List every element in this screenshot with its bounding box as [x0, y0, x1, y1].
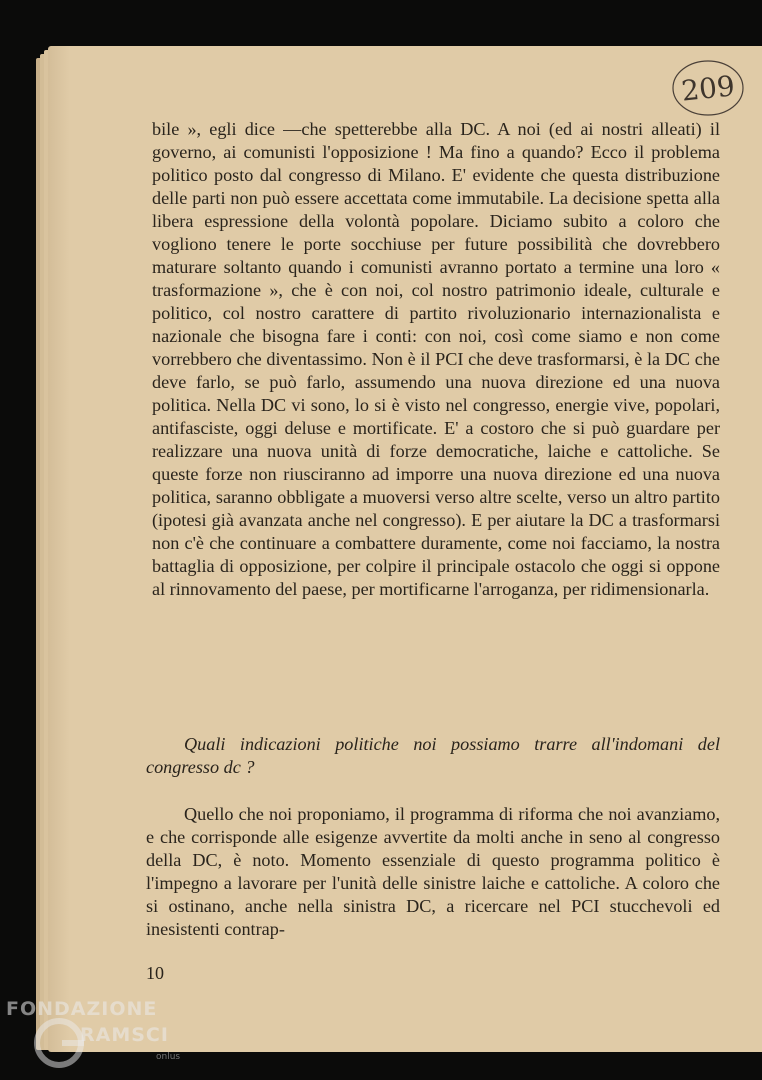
paragraph-text: Quello che noi proponiamo, il programma di riforma che noi avanziamo, e che corrisponde alle esigenze avvertite da molti anche in seno al congresso della DC, è noto. Momento essenziale di questo programma politico è l'impegno a lavorare per l'unità delle sinistre laiche e cattoliche. A coloro che si ostinano, anche nella sinistra DC, a ricercare nel PCI stucchevoli ed inesistenti contrap- — [146, 804, 720, 939]
body-paragraph — [146, 803, 720, 941]
watermark-g-logo — [32, 1016, 86, 1070]
handwritten-folio-number — [668, 56, 746, 118]
watermark-line2: RAMSCI — [80, 1024, 169, 1046]
page-number: 10 — [146, 963, 164, 983]
watermark-line1: FONDAZIONE — [6, 998, 158, 1020]
section-question — [146, 733, 720, 779]
watermark-suffix: onlus — [156, 1052, 181, 1062]
folio-text: 209 — [679, 69, 737, 108]
paragraph-text: bile », egli dice —che spetterebbe alla DC. A noi (ed ai nostri alleati) il governo, ai comunisti l'opposizione ! Ma fino a quando? Ecco il problema politico posto dal congresso di Milano. E' evidente che questa distribuzione delle parti non può essere accettata come immutabile. La decisione spetta alla libera espressione della volontà popolare. Diciamo subito a coloro che vogliono tenere le porte socchiuse per future possibilità che dovrebbero maturare soltanto quando i comunisti avranno portato a termine una loro « trasformazione », che è con noi, col nostro patrimonio ideale, culturale e politico, col nostro carattere di partito rivoluzionario internazionalista e nazionale che bisogna fare i conti: con noi, così come siamo e non come vorrebbero che diventassimo. Non è il PCI che deve trasformarsi, è la DC che deve farlo, se può farlo, assumendo una nuova direzione ed una nuova politica. Nella DC vi sono, lo si è visto nel congresso, energie vive, popolari, antifasciste, oggi deluse e mortificate. E' a costoro che si può guardare per realizzare una nuova unità di forze democratiche, laiche e cattoliche. Se queste forze non riusciranno ad imporre una nuova direzione ed una nuova politica, saranno obbligate a muoversi verso altre scelte, verso un altro partito (ipotesi già avanzata anche nel congresso). E per aiutare la DC a trasformarsi non c'è che continuare a combattere duramente, come noi facciamo, la nostra battaglia di opposizione, per colpire il principale ostacolo che oggi si oppone al rinnovamento del paese, per mortificarne l'arroganza, per ridimensionarla. — [152, 119, 720, 599]
body-paragraph — [152, 118, 720, 601]
question-text: Quali indicazioni politiche noi possiamo trarre all'indomani del congresso dc ? — [146, 734, 720, 777]
archive-watermark — [0, 994, 200, 1080]
